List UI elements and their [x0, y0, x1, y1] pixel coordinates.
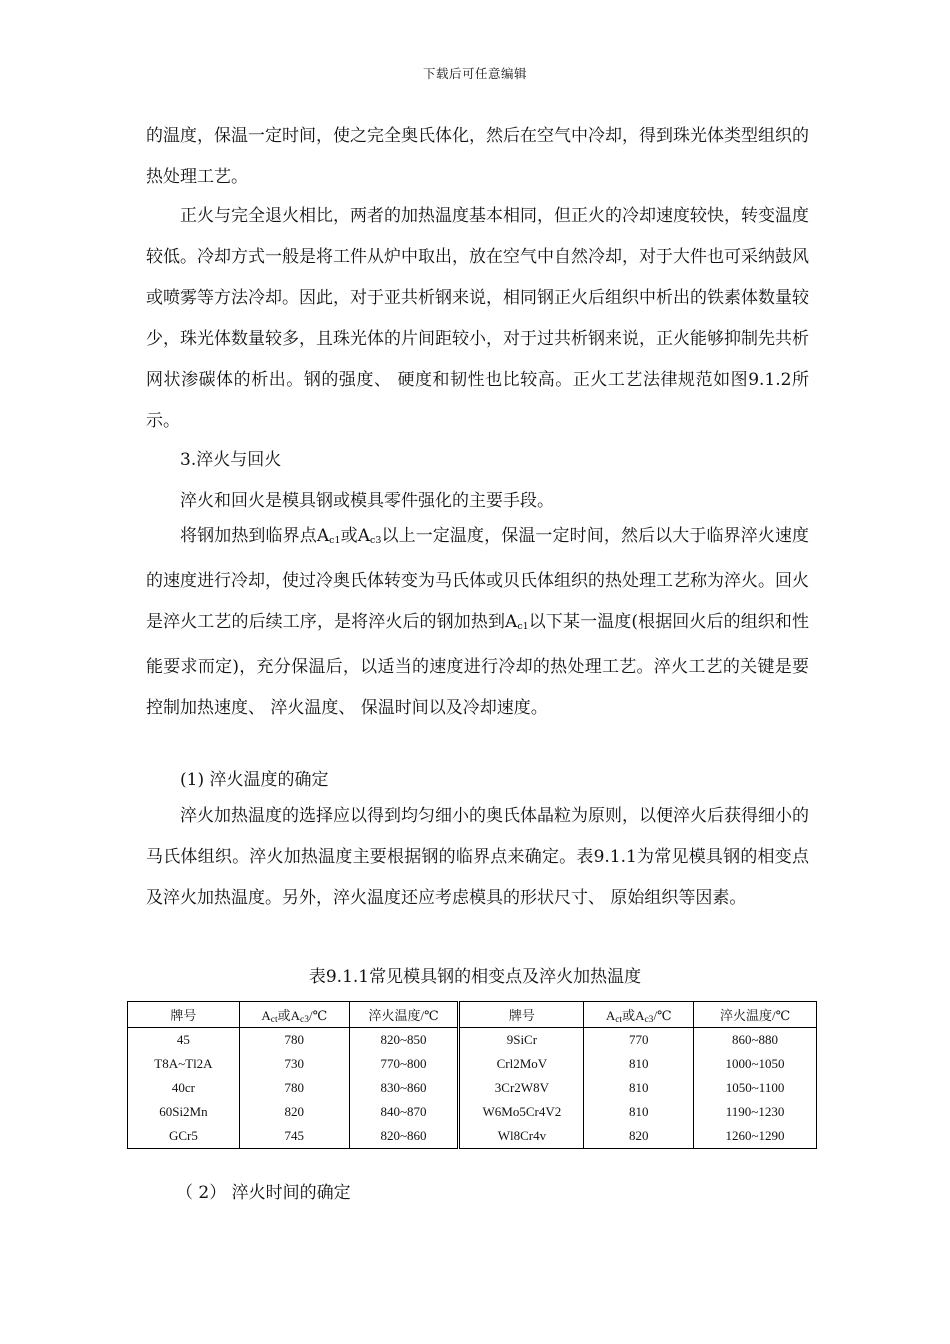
- header-critical-point: $A_{ct}$或$A_{c3}/℃$: [584, 1002, 694, 1028]
- cell-quench-temperature: 820~860: [349, 1124, 459, 1149]
- cell-quench-temperature: 1190~1230: [694, 1100, 817, 1124]
- cell-critical-point: 780: [239, 1028, 349, 1053]
- cell-critical-point: 810: [584, 1076, 694, 1100]
- cell-critical-point: 730: [239, 1052, 349, 1076]
- cell-critical-point: 770: [584, 1028, 694, 1053]
- cell-grade: 9SiCr: [459, 1028, 584, 1053]
- cell-quench-temperature: 1050~1100: [694, 1076, 817, 1100]
- subheading-quench-time: （ 2） 淬火时间的确定: [176, 1183, 351, 1203]
- cell-quench-temperature: 830~860: [349, 1076, 459, 1100]
- table-row: [128, 1124, 817, 1149]
- cell-grade: W6Mo5Cr4V2: [459, 1100, 584, 1124]
- header-quench-temperature: 淬火温度/℃: [349, 1002, 459, 1028]
- section-heading-quench-temper: 3.淬火与回火: [180, 450, 282, 470]
- cell-quench-temperature: 1000~1050: [694, 1052, 817, 1076]
- cell-grade: Wl8Cr4v: [459, 1124, 584, 1149]
- cell-quench-temperature: 840~870: [349, 1100, 459, 1124]
- header-critical-point: $A_{ct}$或$A_{c3}/℃$: [239, 1002, 349, 1028]
- cell-quench-temperature: 860~880: [694, 1028, 817, 1053]
- cell-grade: GCr5: [128, 1124, 240, 1149]
- cell-quench-temperature: 1260~1290: [694, 1124, 817, 1149]
- cell-grade: Crl2MoV: [459, 1052, 584, 1076]
- cell-critical-point: 780: [239, 1076, 349, 1100]
- cell-grade: T8A~Tl2A: [128, 1052, 240, 1076]
- cell-critical-point: 820: [239, 1100, 349, 1124]
- cell-critical-point: 745: [239, 1124, 349, 1149]
- cell-quench-temperature: 820~850: [349, 1028, 459, 1053]
- table-row: [128, 1052, 817, 1076]
- table-caption: 表9.1.1常见模具钢的相变点及淬火加热温度: [308, 967, 642, 987]
- paragraph-quench-definition: 将钢加热到临界点$A_{c1}$或$A_{c3}$以上一定温度，保温一定时间，然后以大于临界淬火速度的速度进行冷却，使过冷奥氏体转变为马氏体或贝氏体组织的热处理工艺称为淬火。回火是淬火工艺的后续工序，是将淬火后的钢加热到$A_{c1}$以下某一温度(根据回火后的组织和性能要求而定)，充分保温后，以适当的速度进行冷却的热处理工艺。淬火工艺的关键是要控制加热速度、 淬火温度、 保温时间以及冷却速度。: [146, 526, 810, 718]
- header-grade: 牌号: [128, 1002, 240, 1028]
- cell-grade: 3Cr2W8V: [459, 1076, 584, 1100]
- header-grade: 牌号: [459, 1002, 584, 1028]
- cell-grade: 40cr: [128, 1076, 240, 1100]
- cell-grade: 60Si2Mn: [128, 1100, 240, 1124]
- header-quench-temperature: 淬火温度/℃: [694, 1002, 817, 1028]
- paragraph-quench-temperature: 淬火加热温度的选择应以得到均匀细小的奥氏体晶粒为原则，以便淬火后获得细小的马氏体组织。淬火加热温度主要根据钢的临界点来确定。表9.1.1为常见模具钢的相变点及淬火加热温度。另外，淬火温度还应考虑模具的形状尺寸、 原始组织等因素。: [146, 806, 809, 908]
- table-row: [128, 1028, 817, 1053]
- cell-critical-point: 810: [584, 1100, 694, 1124]
- table-row: [128, 1100, 817, 1124]
- cell-quench-temperature: 770~800: [349, 1052, 459, 1076]
- cell-critical-point: 820: [584, 1124, 694, 1149]
- steel-data-table: [127, 1001, 817, 1149]
- table-header-row: [128, 1002, 817, 1028]
- paragraph-normalizing-intro: 的温度，保温一定时间，使之完全奥氏体化，然后在空气中冷却，得到珠光体类型组织的热处理工艺。: [146, 126, 809, 187]
- cell-grade: 45: [128, 1028, 240, 1053]
- table-row: [128, 1076, 817, 1100]
- page-header: 下载后可任意编辑: [422, 66, 527, 81]
- cell-critical-point: 810: [584, 1052, 694, 1076]
- paragraph-quench-temper-role: 淬火和回火是模具钢或模具零件强化的主要手段。: [180, 491, 554, 511]
- subheading-quench-temperature: (1) 淬火温度的确定: [180, 770, 329, 790]
- paragraph-normalizing-comparison: 正火与完全退火相比，两者的加热温度基本相同，但正火的冷却速度较快，转变温度较低。冷却方式一般是将工件从炉中取出，放在空气中自然冷却，对于大件也可采纳鼓风或喷雾等方法冷却。因此，对于亚共析钢来说，相同钢正火后组织中析出的铁素体数量较少，珠光体数量较多，且珠光体的片间距较小，对于过共析钢来说，正火能够抑制先共析网状渗碳体的析出。钢的强度、 硬度和韧性也比较高。正火工艺法律规范如图9.1.2所示。: [146, 206, 809, 431]
